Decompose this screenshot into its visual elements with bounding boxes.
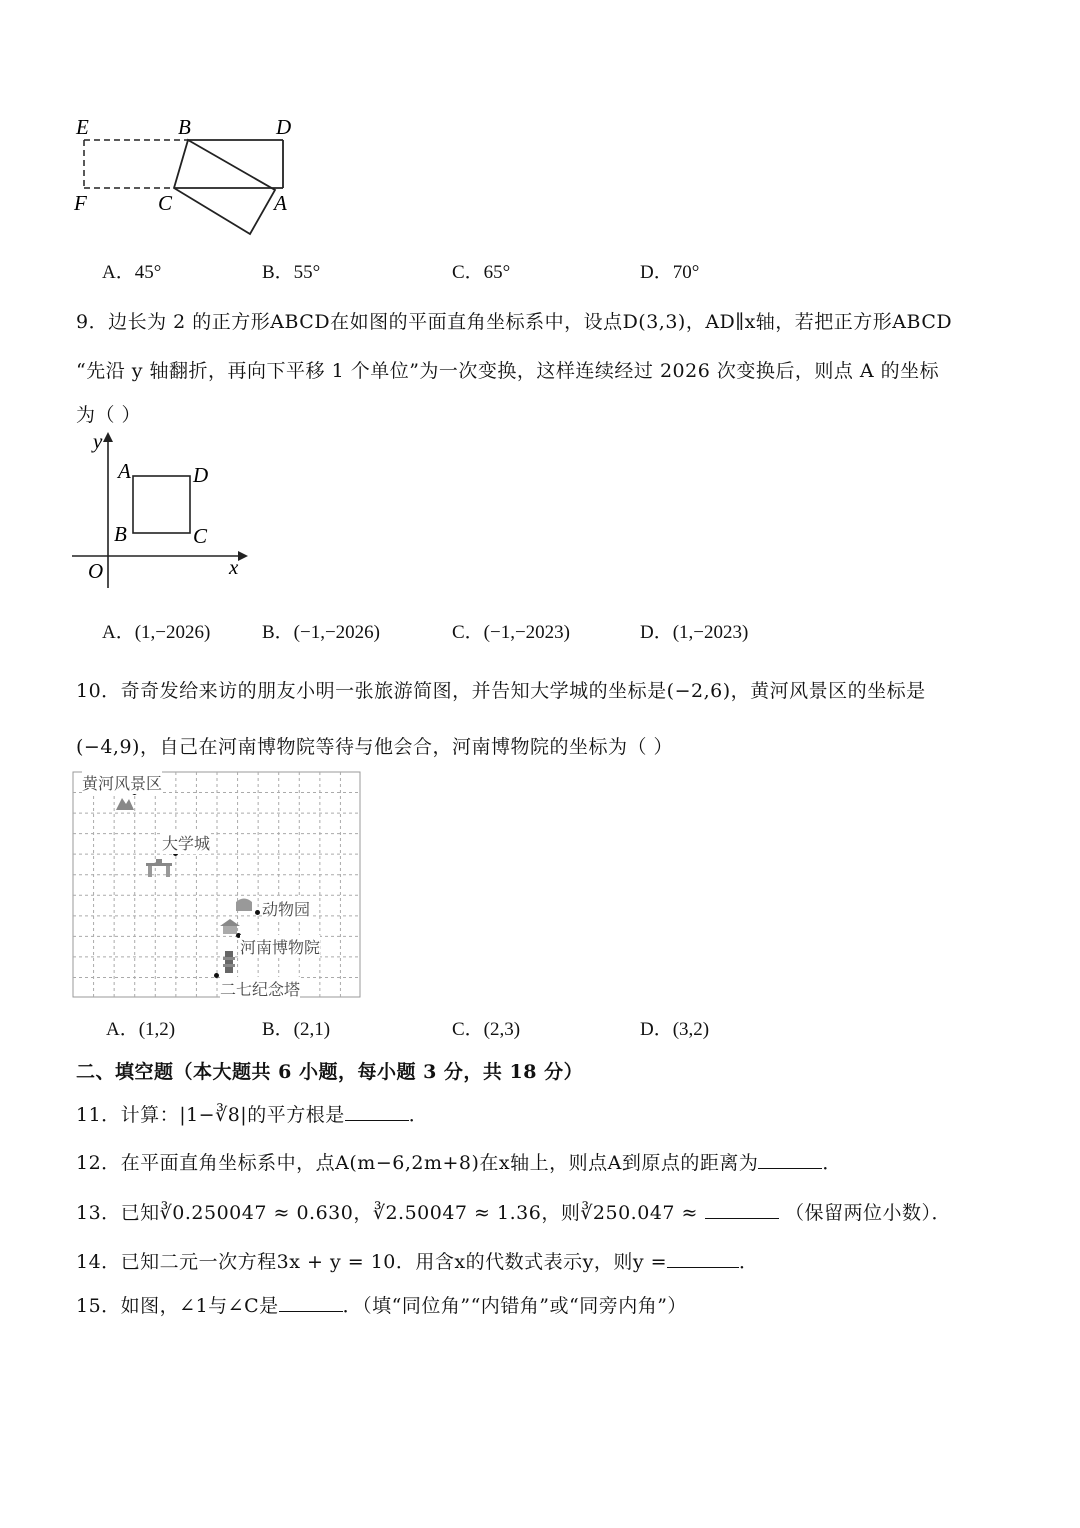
q11-expression: |1−∛8| [179,1104,248,1126]
label-museum: 河南博物院 [240,935,320,958]
label-tower: 二七纪念塔 [220,977,300,1000]
q8-option-a[interactable]: A．45° [102,262,162,283]
point-label-A: A [118,459,131,483]
q11-answer-blank[interactable] [345,1119,409,1121]
q15-line [76,1291,687,1318]
label-A: A [274,191,287,215]
q12-end: ． [822,1152,842,1174]
label-B: B [178,115,191,139]
q11-prefix: 11．计算： [76,1104,180,1126]
figure-q8 [60,108,320,248]
q9-text-line2: “先沿 y 轴翻折，再向下平移 1 个单位”为一次变换，这样连续经过 2026 次变换后，则点 A 的坐标 [76,360,940,382]
q9-text-line1: 9．边长为 2 的正方形ABCD在如图的平面直角坐标系中，设点D(3,3)，AD∥x轴，若把正方形ABCD [76,311,953,333]
q8-option-d[interactable]: D．70° [640,262,700,283]
q9-option-a[interactable]: A．(1,−2026) [102,622,211,643]
axis-label-x: x [229,555,239,579]
q11-end: ． [408,1104,429,1126]
figure-q9 [66,428,256,588]
q14-answer-blank[interactable] [667,1266,739,1268]
q15-answer-blank[interactable] [279,1310,343,1312]
q10-option-c[interactable]: C．(2,3) [452,1019,521,1040]
q11-suffix: 的平方根是 [247,1104,345,1126]
rectangle-fold-diagram [60,108,320,248]
zoo-dot [255,910,260,915]
q8-option-b[interactable]: B．55° [262,262,321,283]
museum-icon [220,918,240,934]
axis-label-y: y [93,429,103,453]
scenic-area-icon [116,795,134,809]
university-gate-icon [144,857,174,877]
label-C: C [158,191,173,215]
q14-text: 14．已知二元一次方程3x + y = 10．用含x的代数式表示y，则y = [76,1251,668,1273]
q14-end: ． [739,1251,759,1273]
section-title-fill-in: 二、填空题（本大题共 6 小题，每小题 3 分，共 18 分） [76,1061,584,1083]
q13-answer-blank[interactable] [705,1217,779,1219]
q12-answer-blank[interactable] [758,1167,822,1169]
origin-label-O: O [88,559,104,583]
point-label-D: D [193,463,209,487]
q13-text: 13．已知∛0.250047 ≈ 0.630，∛2.50047 ≈ 1.36，则∛250.047 ≈ [76,1202,698,1224]
q10-option-a[interactable]: A．(1,2) [106,1019,176,1040]
q9-option-b[interactable]: B．(−1,−2026) [262,622,381,643]
tower-dot [214,973,219,978]
label-scenic-area: 黄河风景区 [82,771,162,794]
label-D: D [276,115,292,139]
q9-option-c[interactable]: C．(−1,−2023) [452,622,571,643]
q8-option-c[interactable]: C．65° [452,262,511,283]
q10-text-line1: 10．奇奇发给来访的朋友小明一张旅游简图，并告知大学城的坐标是(−2,6)，黄河风景区的坐标是 [76,680,926,702]
label-university: 大学城 [162,831,210,854]
tourist-map [72,771,362,999]
label-zoo: 动物园 [262,897,310,920]
q12-text: 12．在平面直角坐标系中，点A(m−6,2m+8)在x轴上，则点A到原点的距离为 [76,1152,759,1174]
point-label-C: C [193,524,208,548]
q10-option-b[interactable]: B．(2,1) [262,1019,331,1040]
q11-line [76,1100,428,1127]
point-label-B: B [114,522,127,546]
q13-suffix: （保留两位小数）． [785,1202,952,1224]
label-E: E [76,115,89,139]
zoo-icon [234,895,254,911]
q14-line [76,1247,759,1274]
q10-option-d[interactable]: D．(3,2) [640,1019,710,1040]
q10-text-line2: (−4,9)，自己在河南博物院等待与他会合，河南博物院的坐标为（ ） [76,736,674,758]
tower-icon [222,949,236,973]
q9-text-line3: 为（ ） [76,404,142,426]
q15-text: 15．如图，∠1与∠C是 [76,1295,279,1317]
label-F: F [74,191,87,215]
q13-line [76,1198,951,1225]
coordinate-square-diagram [66,428,256,588]
q12-line [76,1148,842,1175]
q15-suffix: ．（填“同位角”“内错角”或“同旁内角”） [342,1295,687,1317]
q9-option-d[interactable]: D．(1,−2023) [640,622,749,643]
